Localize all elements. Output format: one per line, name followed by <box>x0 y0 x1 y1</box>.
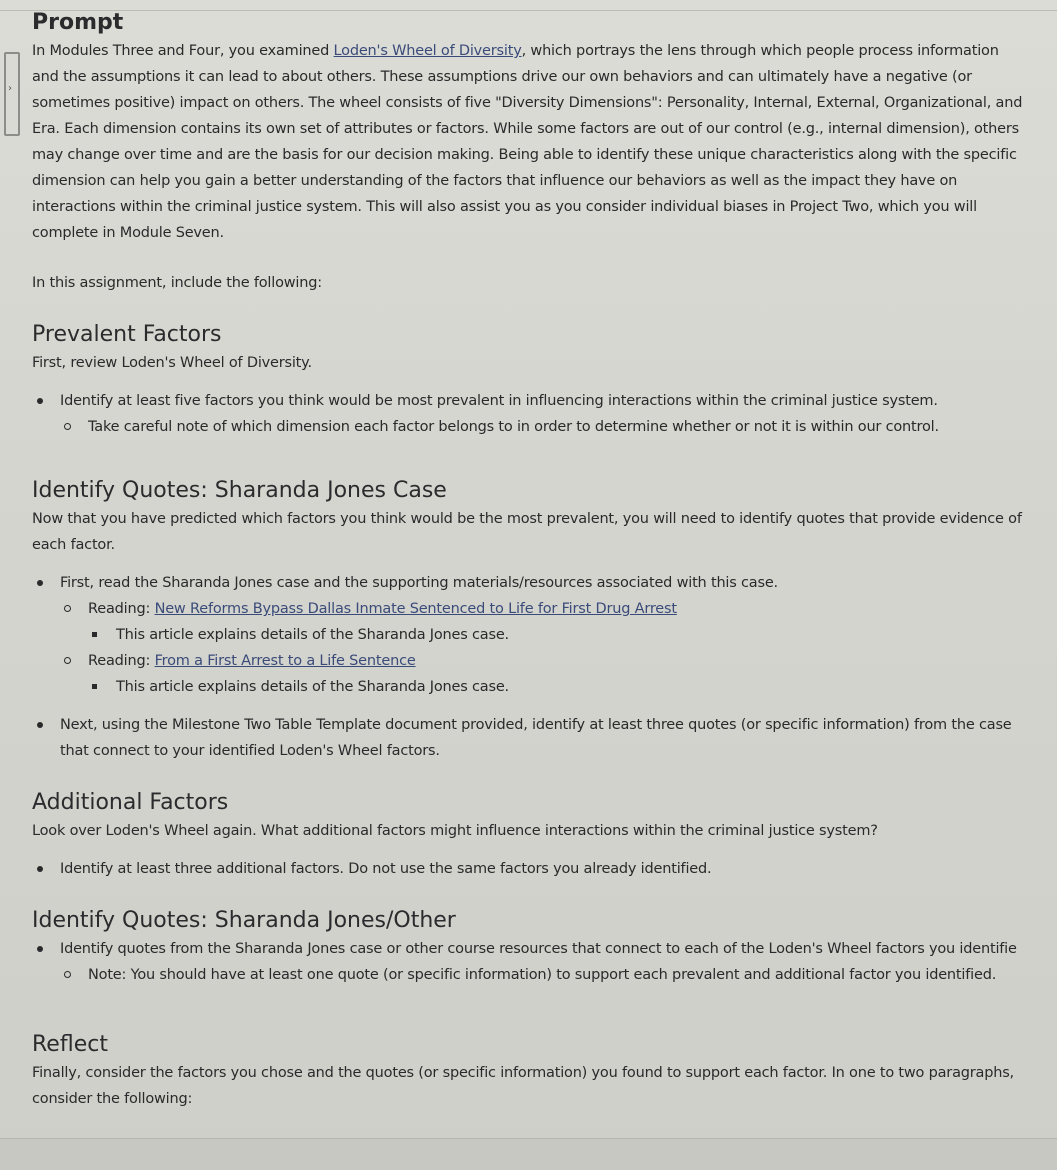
prompt-heading: Prompt <box>32 10 124 35</box>
prompt-line-3: sometimes positive) impact on others. The wheel consists of five "Diversity Dimensions": Personality, Internal, External, Organizational, and <box>32 95 1023 111</box>
list-item: Note: You should have at least one quote (or specific information) to support each prevalent and additional factor you identified. <box>32 962 1052 988</box>
quotes-jones-list-2 <box>32 712 1052 764</box>
quotes-jones-para-2: each factor. <box>32 537 115 553</box>
list-item: Identify quotes from the Sharanda Jones case or other course resources that connect to each of the Loden's Wheel factors you identifie <box>32 936 1052 962</box>
prompt-line-2: and the assumptions it can lead to about others. These assumptions drive our own behaviors and can ultimately have a negative (or <box>32 69 972 85</box>
list-item: This article explains details of the Sharanda Jones case. <box>32 622 1052 648</box>
reflect-heading: Reflect <box>32 1032 108 1057</box>
reflect-para-2: consider the following: <box>32 1091 193 1107</box>
bottom-bar <box>0 1138 1057 1170</box>
list-item: Reading: New Reforms Bypass Dallas Inmate Sentenced to Life for First Drug Arrest <box>32 596 1052 622</box>
quotes-other-list <box>32 936 1052 988</box>
prompt-line-7: interactions within the criminal justice system. This will also assist you as you consider individual biases in Project Two, which you will <box>32 199 977 215</box>
additional-heading: Additional Factors <box>32 790 229 815</box>
list-item: Identify at least three additional factors. Do not use the same factors you already identified. <box>32 856 1052 882</box>
reflect-para-1: Finally, consider the factors you chose and the quotes (or specific information) you found to support each factor. In one to two paragraphs, <box>32 1065 1014 1081</box>
reading-link-first-arrest[interactable]: From a First Arrest to a Life Sentence <box>154 653 416 669</box>
document-content <box>32 8 1052 1112</box>
list-item: Identify at least five factors you think would be most prevalent in influencing interactions within the criminal justice system. <box>32 388 1052 414</box>
prompt-line-8: complete in Module Seven. <box>32 225 224 241</box>
list-item: Reading: From a First Arrest to a Life Sentence <box>32 648 1052 674</box>
prevalent-heading: Prevalent Factors <box>32 322 222 347</box>
caret-right-icon: › <box>8 83 12 94</box>
prevalent-list <box>32 388 1052 440</box>
additional-list <box>32 856 1052 882</box>
additional-para: Look over Loden's Wheel again. What additional factors might influence interactions within the criminal justice system? <box>32 823 878 839</box>
prompt-line-5: may change over time and are the basis for our decision making. Being able to identify these unique characteristics along with the specific <box>32 147 1017 163</box>
prompt-line-4: Era. Each dimension contains its own set of attributes or factors. While some factors are out of our control (e.g., internal dimension), others <box>32 121 1019 137</box>
list-item: First, read the Sharanda Jones case and the supporting materials/resources associated with this case. <box>32 570 1052 596</box>
list-item: Next, using the Milestone Two Table Template document provided, identify at least three quotes (or specific information) from the case <box>32 712 1052 738</box>
quotes-jones-heading: Identify Quotes: Sharanda Jones Case <box>32 478 447 503</box>
prompt-line-6: dimension can help you gain a better understanding of the factors that influence our behaviors as well as the impact they have on <box>32 173 958 189</box>
quotes-other-heading: Identify Quotes: Sharanda Jones/Other <box>32 908 456 933</box>
include-line: In this assignment, include the following: <box>32 275 322 291</box>
prompt-line-1: In Modules Three and Four, you examined Loden's Wheel of Diversity, which portrays the lens through which people process information <box>32 43 999 59</box>
lodens-wheel-link[interactable]: Loden's Wheel of Diversity <box>333 43 522 59</box>
list-item: Take careful note of which dimension each factor belongs to in order to determine whether or not it is within our control. <box>32 414 1052 440</box>
list-item: This article explains details of the Sharanda Jones case. <box>32 674 1052 700</box>
quotes-jones-para-1: Now that you have predicted which factors you think would be the most prevalent, you will need to identify quotes that provide evidence of <box>32 511 1022 527</box>
prevalent-review: First, review Loden's Wheel of Diversity. <box>32 355 312 371</box>
side-scroll-handle[interactable] <box>4 52 20 136</box>
quotes-jones-list <box>32 570 1052 700</box>
reading-link-dallas-inmate[interactable]: New Reforms Bypass Dallas Inmate Sentenced to Life for First Drug Arrest <box>154 601 677 617</box>
list-item-continued: that connect to your identified Loden's Wheel factors. <box>60 743 440 759</box>
